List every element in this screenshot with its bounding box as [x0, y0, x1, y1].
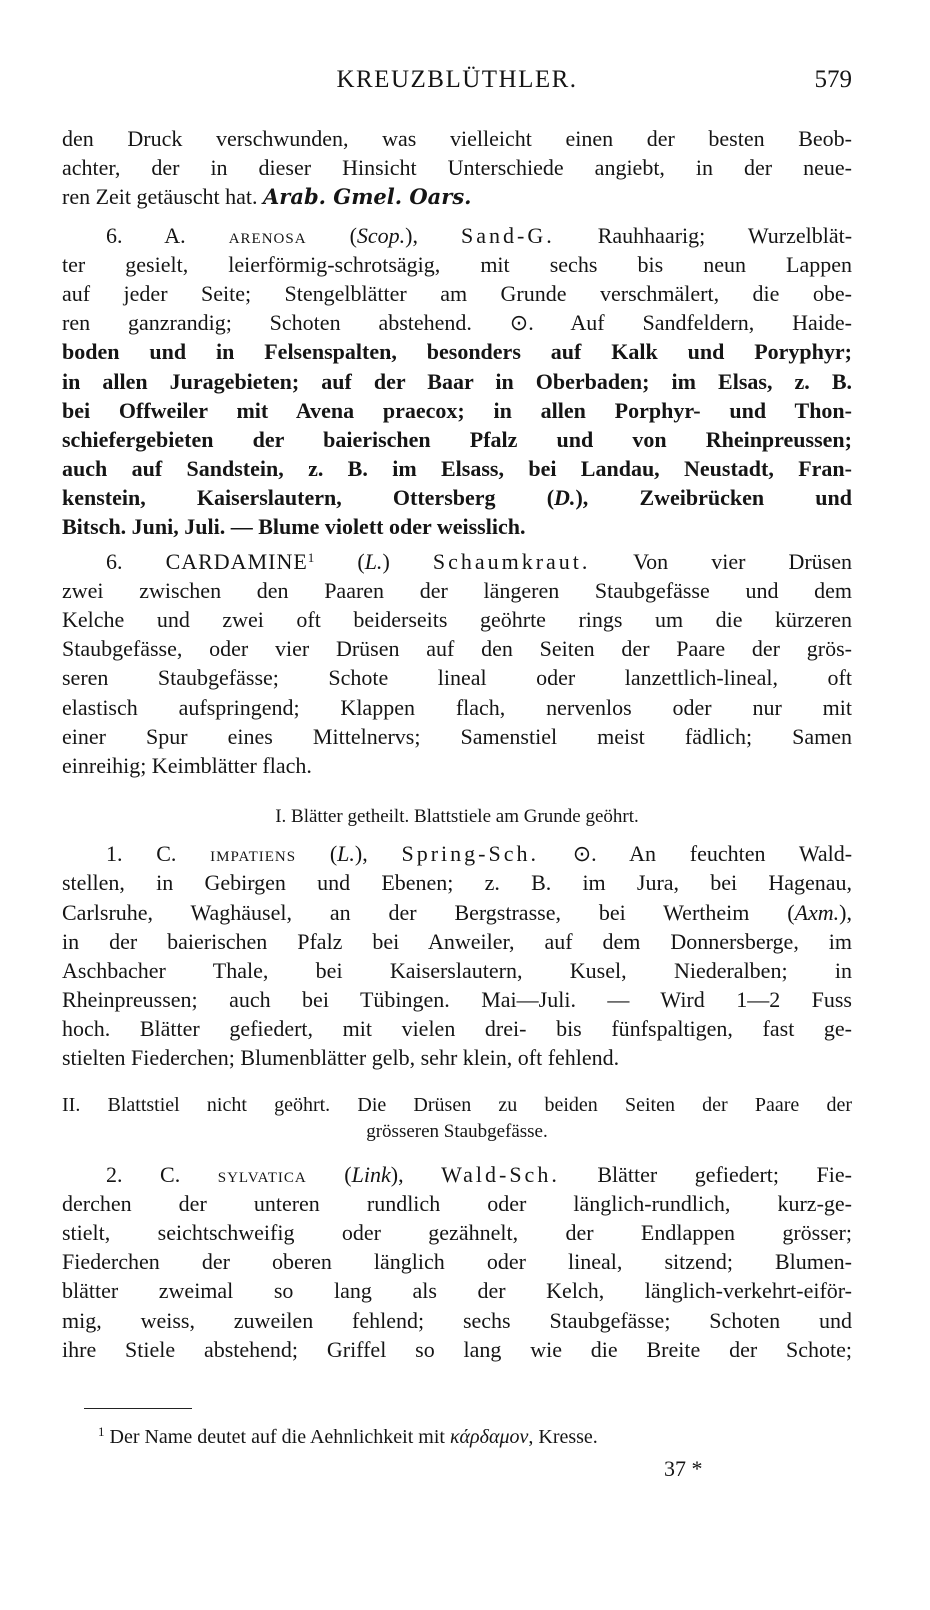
text-line: in allen Juragebieten; auf der Baar in Oberbaden; im Elsas, z. B.	[62, 368, 852, 394]
text-line: stellen, in Gebirgen und Ebenen; z. B. im Jura, bei Hagenau,	[62, 870, 852, 896]
section-heading-1: I. Blätter getheilt. Blattstiele am Grunde geöhrt.	[275, 806, 639, 828]
text-line: Staubgefässe, oder vier Drüsen auf den Seiten der Paare der grös-	[62, 636, 852, 662]
entry-number: 2. C.	[106, 1161, 181, 1187]
section-heading-2-cont: grösseren Staubgefässe.	[366, 1120, 548, 1142]
text-line: Fiederchen der oberen länglich oder lineal, sitzend; Blumen-	[62, 1249, 852, 1275]
text-line: hoch. Blätter gefiedert, mit vielen drei- bis fünfspaltigen, fast ge-	[62, 1016, 852, 1042]
text-line: auch auf Sandstein, z. B. im Elsass, bei Landau, Neustadt, Fran-	[62, 456, 852, 482]
genus-name: CARDAMINE	[165, 548, 308, 574]
running-head	[62, 66, 852, 100]
page-number: 579	[814, 66, 852, 93]
authority: L.	[337, 841, 355, 867]
text-line: auf jeder Seite; Stengelblätter am Grunde verschmälert, die obe-	[62, 280, 852, 306]
text-line: den Druck verschwunden, was vielleicht einen der besten Beob-	[62, 126, 852, 151]
page-title: KREUZBLÜTHLER.	[336, 66, 578, 93]
text-line: boden und in Felsenspalten, besonders auf Kalk und Poryphyr;	[62, 339, 852, 365]
text-line: ter gesielt, leierförmig-schrotsägig, mit sechs bis neun Lappen	[62, 251, 852, 277]
entry-number: 6.	[106, 548, 123, 574]
text-line: achter, der in dieser Hinsicht Unterschiede angiebt, in der neue-	[62, 155, 852, 181]
text-line: einer Spur eines Mittelnervs; Samenstiel meist fädlich; Samen	[62, 723, 852, 749]
entry-number: 1. C.	[106, 841, 177, 867]
common-name: Wald-Sch.	[441, 1161, 560, 1187]
text-line: einreihig; Keimblätter flach.	[62, 752, 312, 778]
text-line: zwei zwischen den Paaren der längeren Staubgefässe und dem	[62, 577, 852, 603]
body-text	[62, 124, 852, 1364]
authority: Axm.	[794, 899, 840, 925]
text-line	[62, 182, 852, 211]
footnote-ref: 1	[307, 549, 315, 565]
text-line: in der baierischen Pfalz bei Anweiler, auf dem Donnersberge, im	[62, 928, 852, 954]
text-line: Carlsruhe, Waghäusel, an der Bergstrasse, bei Wertheim (Axm.),	[62, 899, 852, 925]
species-name: arenosa	[228, 222, 307, 248]
species-name: sylvatica	[217, 1161, 307, 1187]
entry-number: 6. A.	[106, 222, 186, 248]
text-line: bei Offweiler mit Avena praecox; in allen Porphyr- und Thon-	[62, 397, 852, 423]
text-line: derchen der unteren rundlich oder länglich-rundlich, kurz-ge-	[62, 1190, 852, 1216]
text-run: ren Zeit getäuscht hat.	[62, 184, 258, 210]
authority: Scop.	[356, 222, 406, 248]
text-line: stielt, seichtschweifig oder gezähnelt, der Endlappen grösser;	[62, 1220, 852, 1245]
text-line: mig, weiss, zuweilen fehlend; sechs Staubgefässe; Schoten und	[62, 1307, 852, 1333]
authority: Link	[351, 1161, 391, 1187]
common-name: Sand-G.	[461, 222, 555, 248]
species-name: impatiens	[210, 841, 297, 867]
text-line: schiefergebieten der baierischen Pfalz und von Rheinpreussen;	[62, 426, 852, 452]
text-line: Kelche und zwei oft beiderseits geöhrte rings um die kürzeren	[62, 607, 852, 632]
footnote-rule	[84, 1408, 192, 1409]
handwritten-annotation: Arab. Gmel. Oars.	[262, 184, 472, 210]
text-line: blätter zweimal so lang als der Kelch, länglich-verkehrt-eiför-	[62, 1278, 852, 1304]
species-entry-arenosa: 6. A. arenosa (Scop.), Sand-G. Rauhhaarig; Wurzelblät-	[106, 222, 853, 248]
text-line: stielten Fiederchen; Blumenblätter gelb, sehr klein, oft fehlend.	[62, 1045, 620, 1071]
text-line: kenstein, Kaiserslautern, Ottersberg (D.), Zweibrücken und	[62, 485, 852, 511]
authority: L.	[364, 548, 383, 574]
common-name: Spring-Sch.	[401, 841, 539, 867]
signature-mark: 37 *	[664, 1456, 703, 1481]
species-entry-impatiens: 1. C. impatiens (L.), Spring-Sch. ⊙. An feuchten Wald-	[106, 841, 853, 867]
authority: D.	[554, 485, 576, 511]
text-line: elastisch aufspringend; Klappen flach, nervenlos oder nur mit	[62, 694, 852, 720]
genus-entry-cardamine: 6. CARDAMINE$^1$ (L.) Schaumkraut. Von vier Drüsen	[106, 548, 853, 574]
text-line: ihre Stiele abstehend; Griffel so lang wie die Breite der Schote;	[62, 1336, 852, 1362]
text-line: seren Staubgefässe; Schote lineal oder lanzettlich-lineal, oft	[62, 665, 852, 691]
common-name: Schaumkraut.	[432, 548, 591, 574]
species-entry-sylvatica: 2. C. sylvatica (Link), Wald-Sch. Blätter gefiedert; Fie-	[106, 1161, 853, 1187]
text-line: Aschbacher Thale, bei Kaiserslautern, Kusel, Niederalben; in	[62, 957, 852, 983]
greek-word: κάρδαμον	[449, 1426, 529, 1448]
footnote-marker: 1	[98, 1424, 105, 1439]
text-line: Rheinpreussen; auch bei Tübingen. Mai—Juli. — Wird 1—2 Fuss	[62, 987, 852, 1013]
section-heading-2: II. Blattstiel nicht geöhrt. Die Drüsen zu beiden Seiten der Paare der	[62, 1093, 852, 1116]
text-line: Bitsch. Juni, Juli. — Blume violett oder weisslich.	[62, 514, 526, 540]
footnote: $^1$ Der Name deutet auf die Aehnlichkeit mit κάρδαμον, Kresse.	[98, 1424, 598, 1448]
text-line: ren ganzrandig; Schoten abstehend. ⊙. Auf Sandfeldern, Haide-	[62, 310, 852, 336]
